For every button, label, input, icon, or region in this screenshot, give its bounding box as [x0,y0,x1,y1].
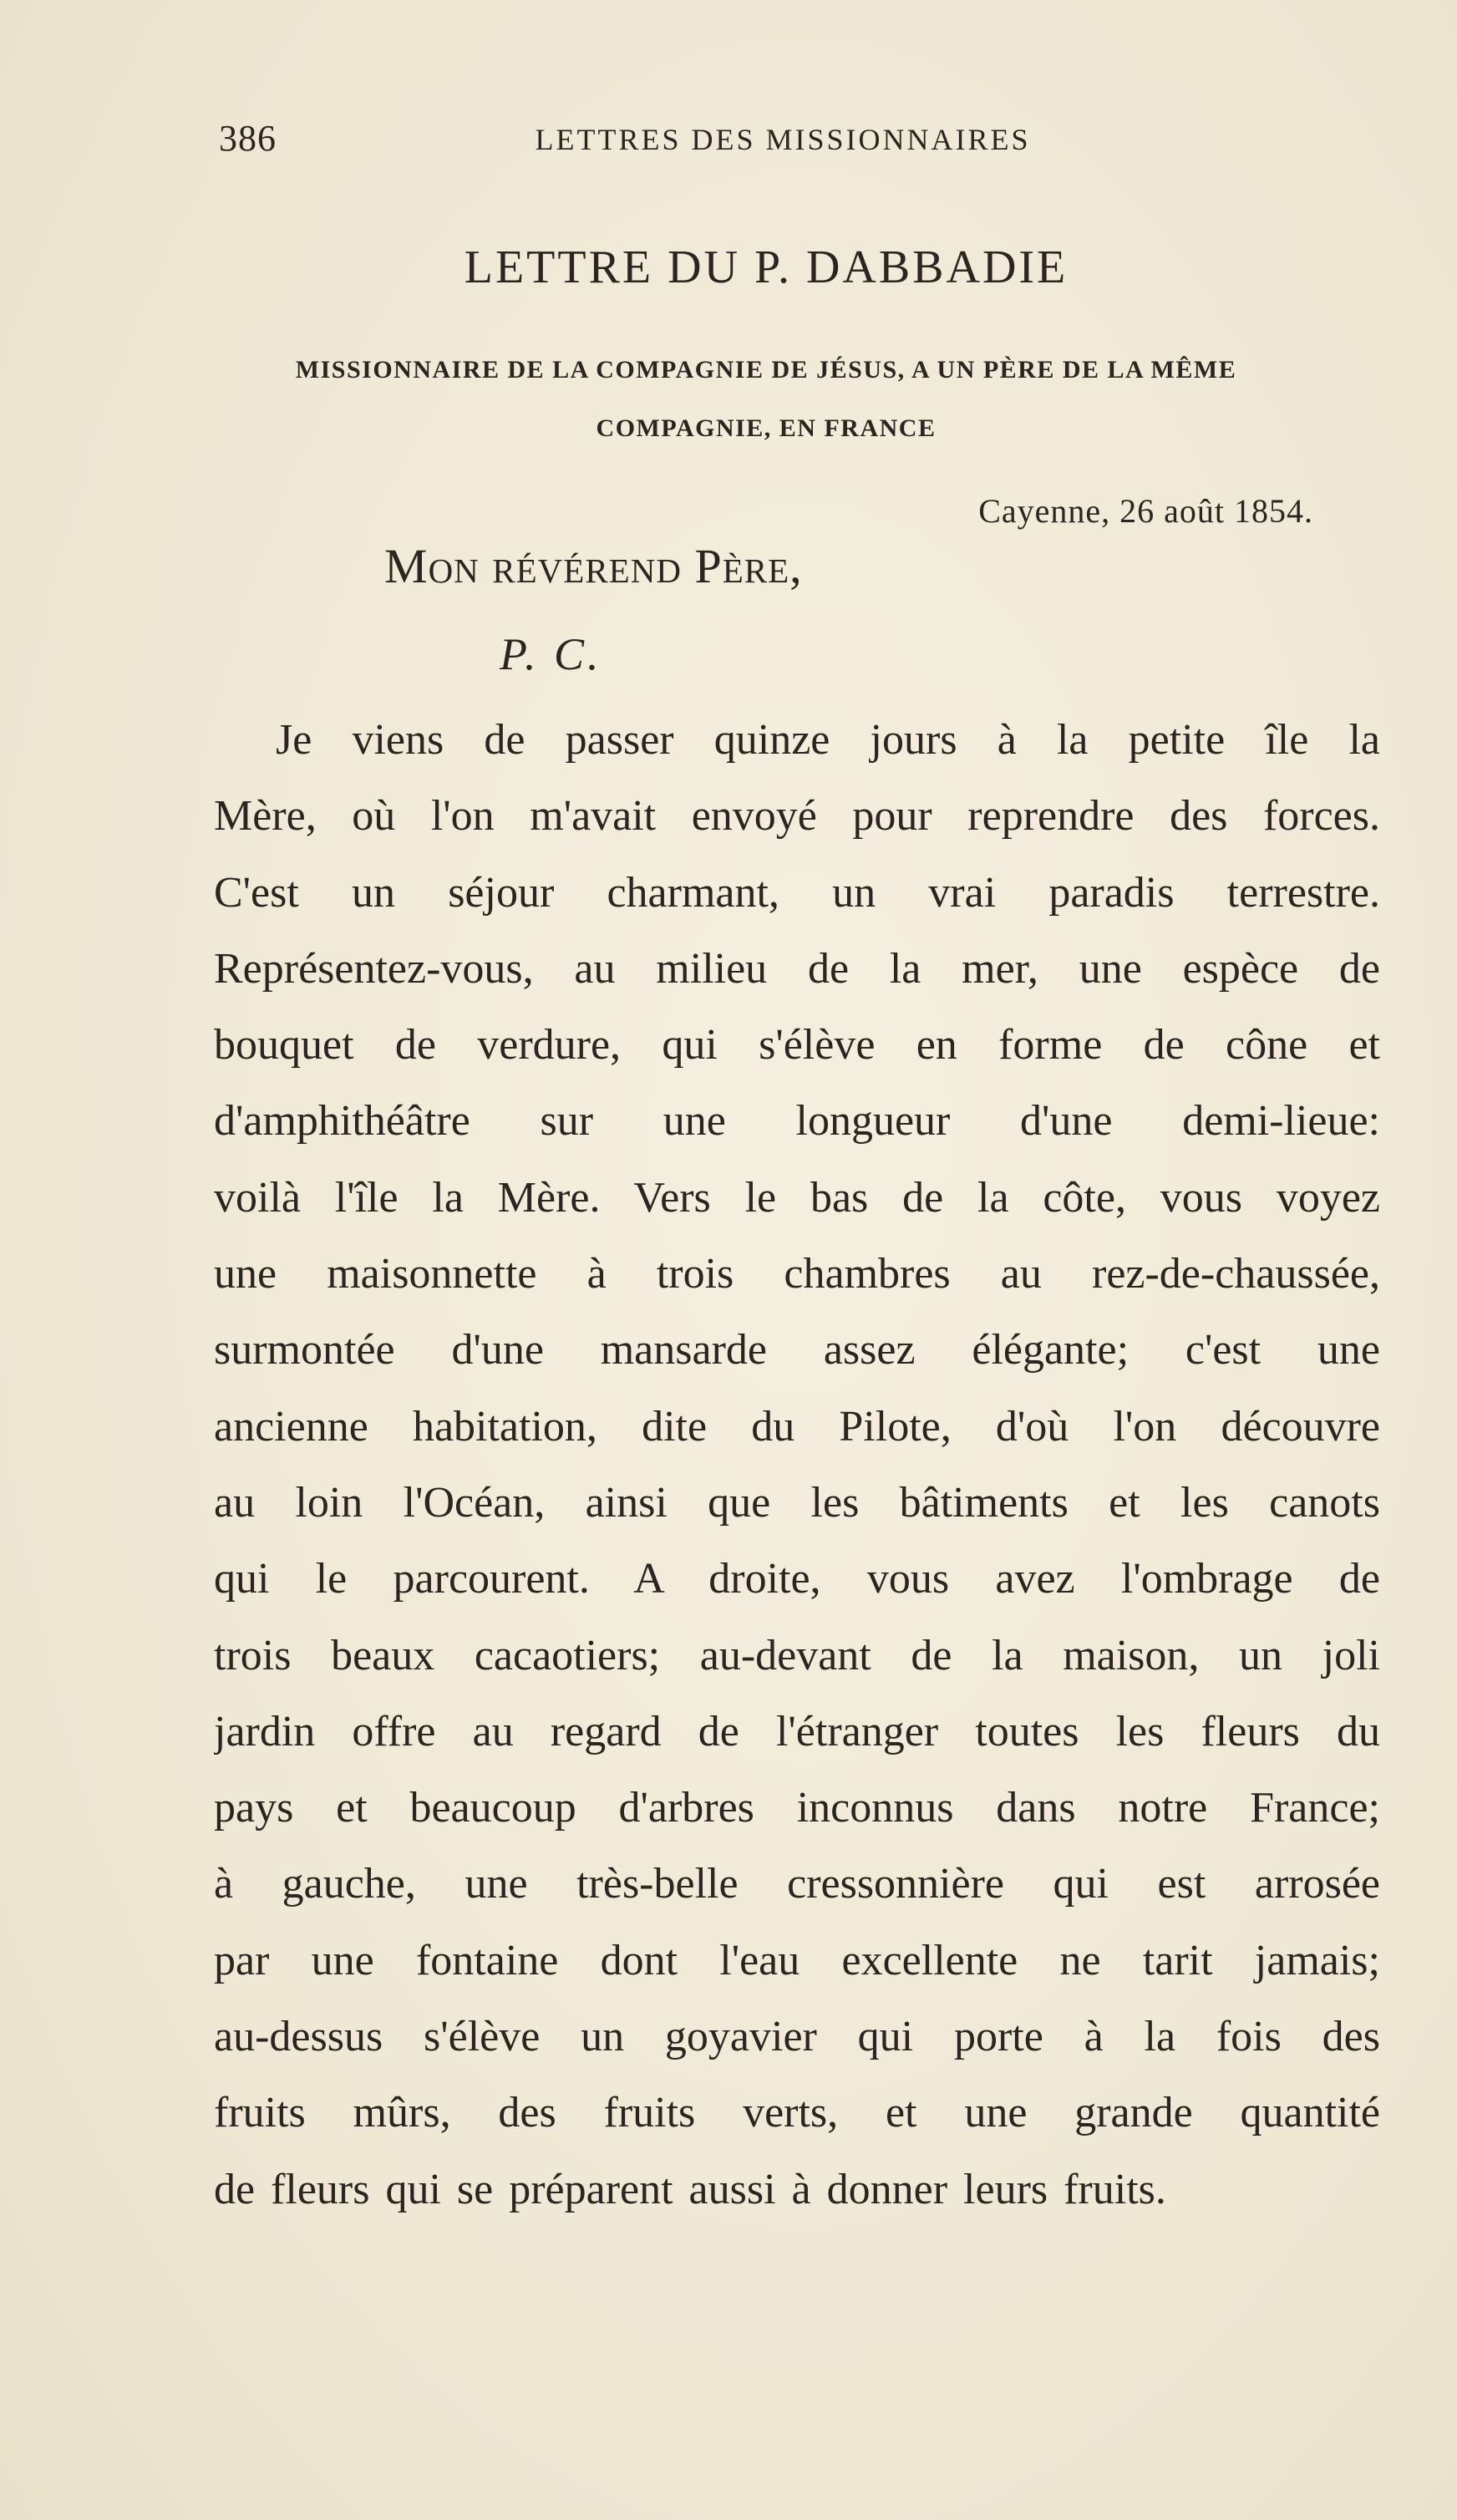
subtitle-line-2: COMPAGNIE, EN FRANCE [596,414,937,442]
text-line: de fleurs qui se préparent aussi à donner leurs fruits. [214,2165,1166,2213]
text-line: Je viens de passer quinze jours à la petite île la [276,716,1380,764]
text-line: par une fontaine dont l'eau excellente ne tarit jamais; [214,1936,1380,1984]
initials: P. C. [500,629,602,679]
text-line: qui le parcourent. A droite, vous avez l'ombrage de [214,1555,1380,1603]
salutation: Mon révérend Père, [384,539,803,593]
text-line: surmontée d'une mansarde assez élégante; c'est une [214,1326,1380,1374]
text-line: C'est un séjour charmant, un vrai paradis terrestre. [214,868,1380,917]
text-line: jardin offre au regard de l'étranger toutes les fleurs du [214,1707,1380,1755]
text-line: fruits mûrs, des fruits verts, et une grande quantité [214,2089,1380,2137]
body-paragraph [214,702,1380,2228]
running-head [219,117,1313,167]
text-line: Mère, où l'on m'avait envoyé pour reprendre des forces. [214,792,1380,841]
text-line: ancienne habitation, dite du Pilote, d'où l'on découvre [214,1402,1380,1451]
text-line: trois beaux cacaotiers; au-devant de la maison, un joli [214,1631,1380,1679]
letter-title: LETTRE DU P. DABBADIE [464,241,1069,293]
text-line: d'amphithéâtre sur une longueur d'une demi-lieue: [214,1097,1380,1146]
page-number: 386 [219,118,277,159]
running-title: LETTRES DES MISSIONNAIRES [535,123,1031,156]
text-line: Représentez-vous, au milieu de la mer, une espèce de [214,944,1380,993]
text-line: voilà l'île la Mère. Vers le bas de la côte, vous voyez [214,1173,1380,1222]
text-line: à gauche, une très-belle cressonnière qui est arrosée [214,1860,1380,1908]
text-line: au-dessus s'élève un goyavier qui porte à la fois des [214,2013,1380,2061]
text-line: au loin l'Océan, ainsi que les bâtiments et les canots [214,1478,1380,1527]
text-line: une maisonnette à trois chambres au rez-de-chaussée, [214,1250,1380,1298]
letter-subtitle [219,341,1313,458]
dateline: Cayenne, 26 août 1854. [978,492,1313,530]
text-line: pays et beaucoup d'arbres inconnus dans notre France; [214,1784,1380,1832]
subtitle-line-1: MISSIONNAIRE DE LA COMPAGNIE DE JÉSUS, A UN PÈRE DE LA MÊME [295,356,1237,384]
text-line: bouquet de verdure, qui s'élève en forme de cône et [214,1021,1380,1069]
